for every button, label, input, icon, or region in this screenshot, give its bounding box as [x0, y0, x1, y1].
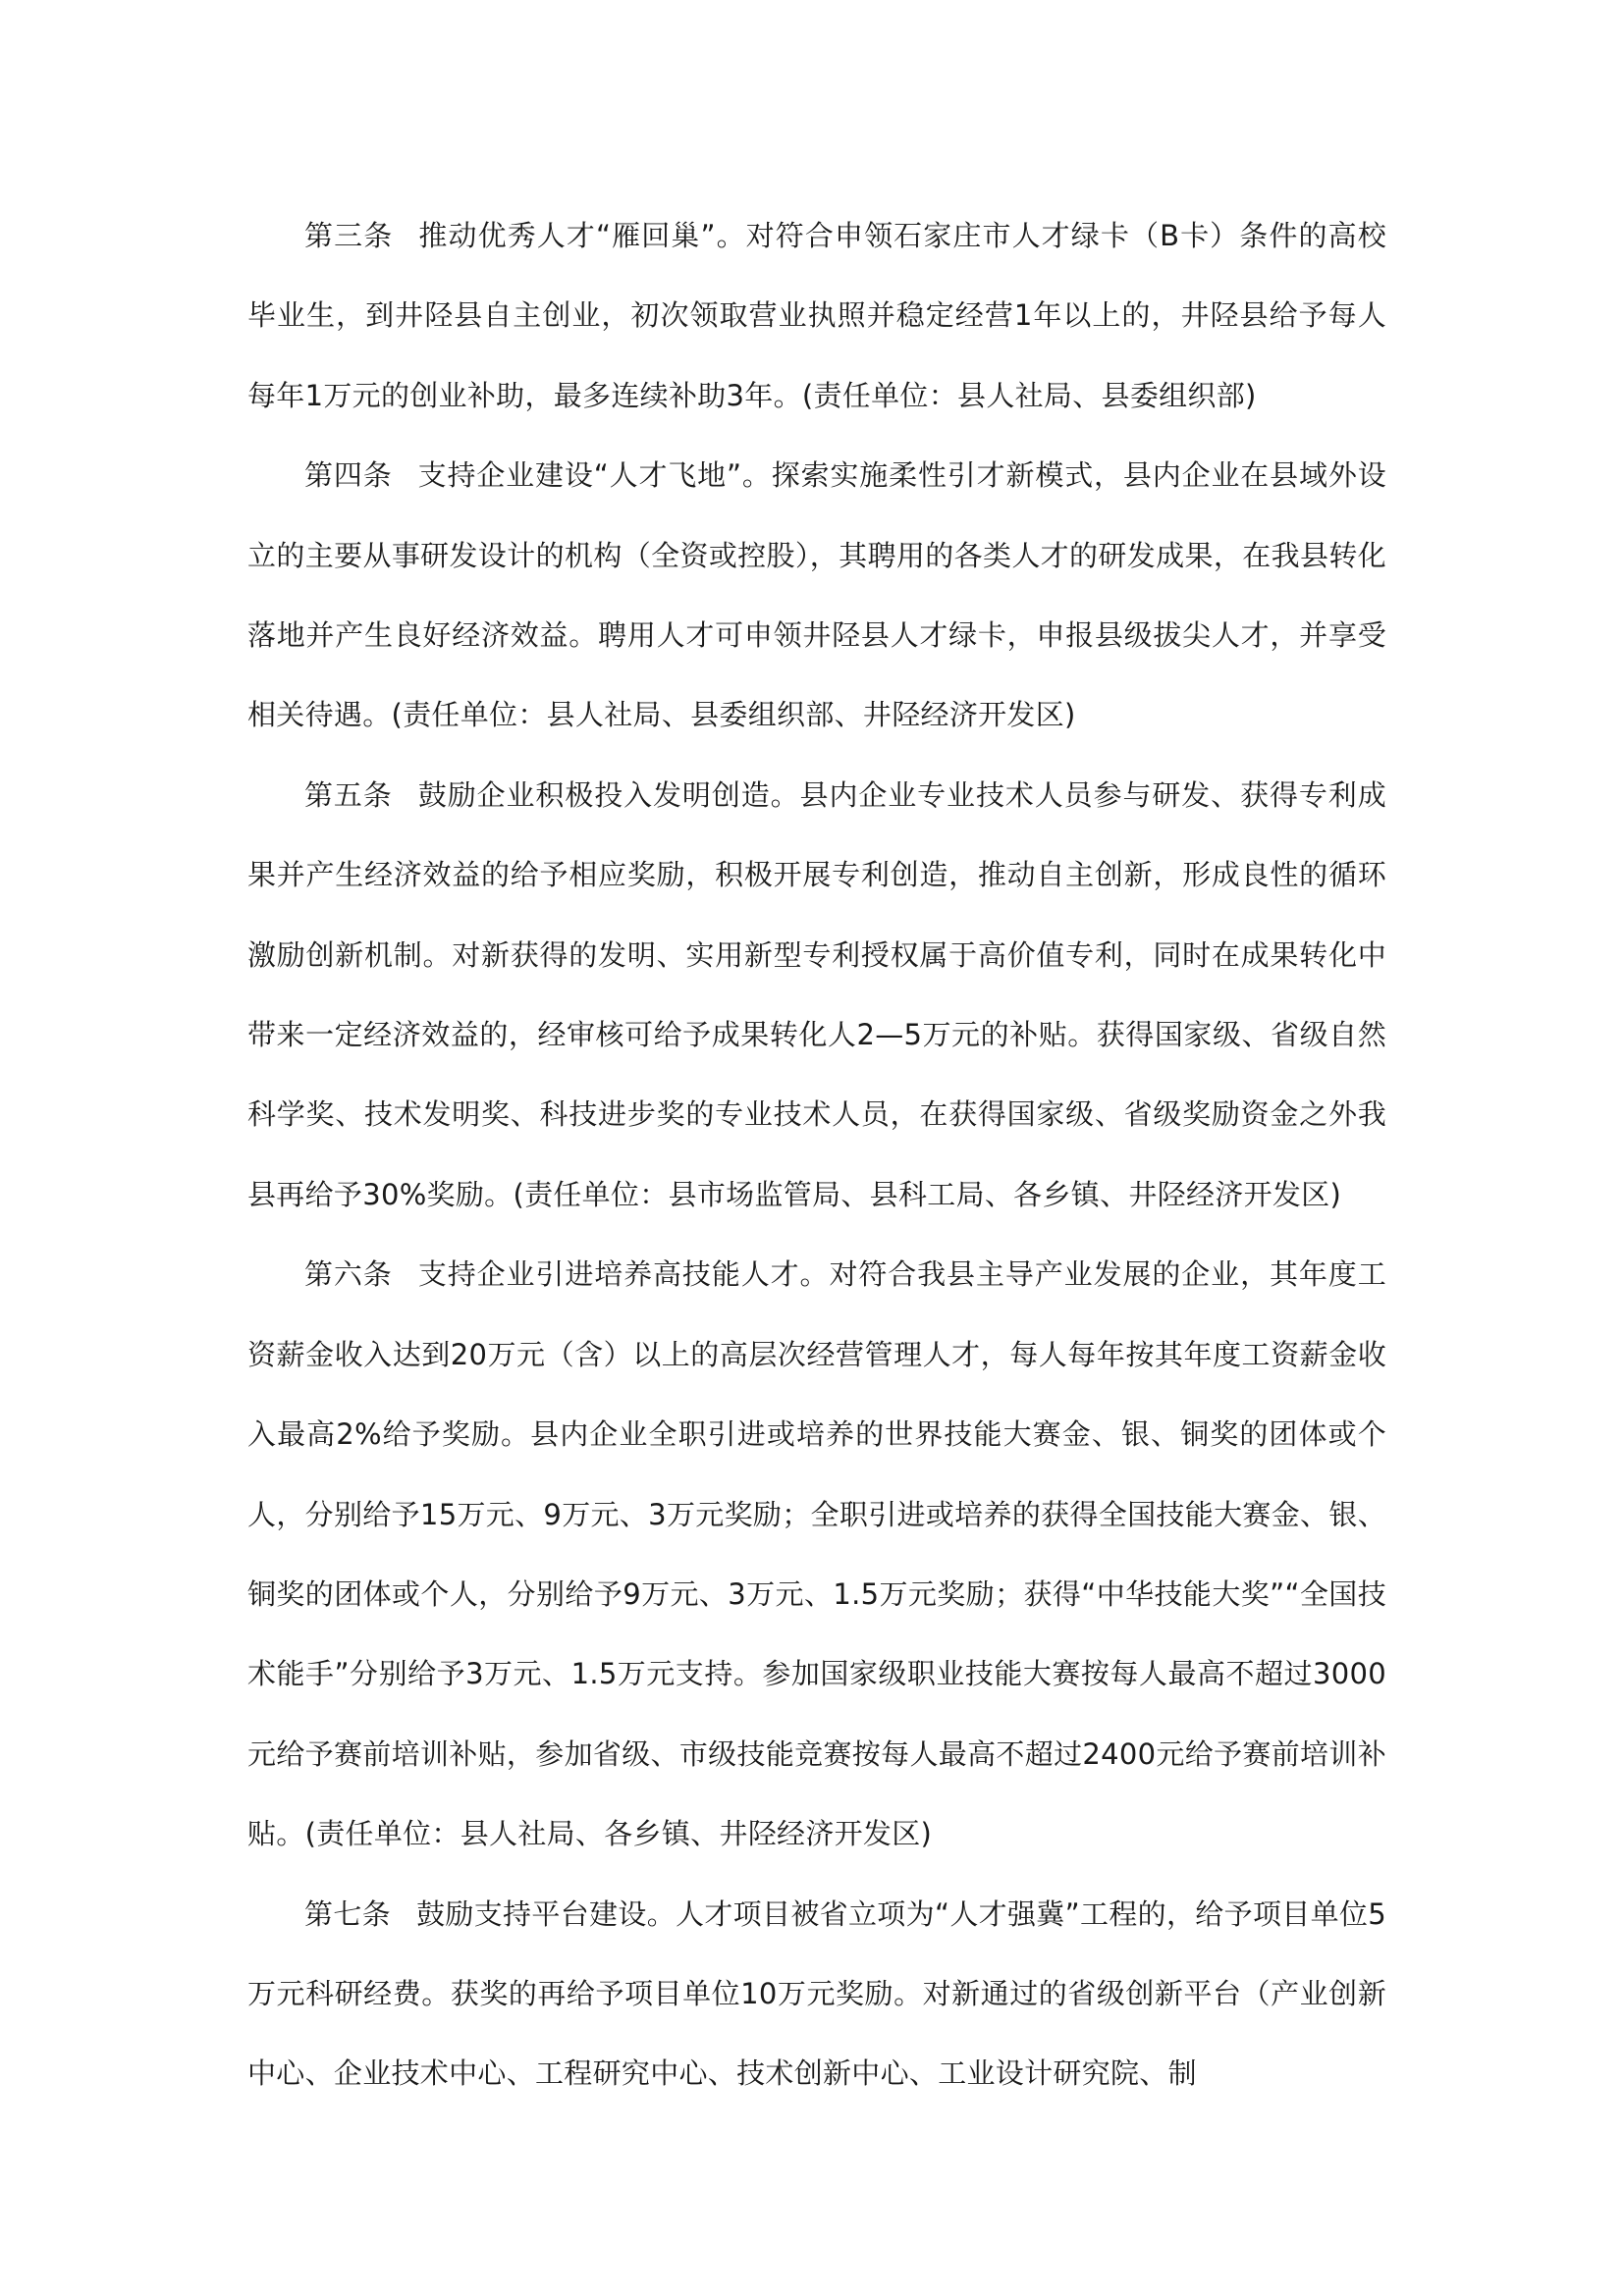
article-6: [247, 1235, 1386, 1874]
article-text: 推动优秀人才“雁回巢”。对符合申领石家庄市人才绿卡（B卡）条件的高校毕业生，到井陉县自主创业，初次领取营业执照并稳定经营1年以上的，井陉县给予每人每年1万元的创业补助，最多连续补助3年。(责任单位：县人社局、县委组织部): [247, 219, 1386, 412]
article-3: [247, 196, 1386, 436]
document-body: [247, 196, 1386, 2114]
article-number: 第五条: [304, 777, 393, 812]
article-text: 鼓励企业积极投入发明创造。县内企业专业技术人员参与研发、获得专利成果并产生经济效益的给予相应奖励，积极开展专利创造，推动自主创新，形成良性的循环激励创新机制。对新获得的发明、实用新型专利授权属于高价值专利，同时在成果转化中带来一定经济效益的，经审核可给予成果转化人2—5万元的补贴。获得国家级、省级自然科学奖、技术发明奖、科技进步奖的专业技术人员，在获得国家级、省级奖励资金之外我县再给予30%奖励。(责任单位：县市场监管局、县科工局、各乡镇、井陉经济开发区): [247, 777, 1386, 1211]
article-4: [247, 436, 1386, 756]
article-number: 第六条: [304, 1257, 393, 1292]
article-5: [247, 756, 1386, 1235]
article-number: 第七条: [304, 1896, 391, 1931]
article-number: 第四条: [304, 458, 393, 493]
article-text: 支持企业引进培养高技能人才。对符合我县主导产业发展的企业，其年度工资薪金收入达到20万元（含）以上的高层次经营管理人才，每人每年按其年度工资薪金收入最高2%给予奖励。县内企业全职引进或培养的世界技能大赛金、银、铜奖的团体或个人，分别给予15万元、9万元、3万元奖励；全职引进或培养的获得全国技能大赛金、银、铜奖的团体或个人，分别给予9万元、3万元、1.5万元奖励；获得“中华技能大奖”“全国技术能手”分别给予3万元、1.5万元支持。参加国家级职业技能大赛按每人最高不超过3000元给予赛前培训补贴，参加省级、市级技能竞赛按每人最高不超过2400元给予赛前培训补贴。(责任单位：县人社局、各乡镇、井陉经济开发区): [247, 1257, 1386, 1851]
article-number: 第三条: [304, 219, 394, 252]
article-text: 支持企业建设“人才飞地”。探索实施柔性引才新模式，县内企业在县域外设立的主要从事研发设计的机构（全资或控股），其聘用的各类人才的研发成果，在我县转化落地并产生良好经济效益。聘用人才可申领井陉县人才绿卡，申报县级拔尖人才，并享受相关待遇。(责任单位：县人社局、县委组织部、井陉经济开发区): [247, 458, 1386, 732]
article-text: 鼓励支持平台建设。人才项目被省立项为“人才强冀”工程的，给予项目单位5万元科研经费。获奖的再给予项目单位10万元奖励。对新通过的省级创新平台（产业创新中心、企业技术中心、工程研究中心、技术创新中心、工业设计研究院、制: [247, 1896, 1386, 2091]
article-7: [247, 1875, 1386, 2114]
